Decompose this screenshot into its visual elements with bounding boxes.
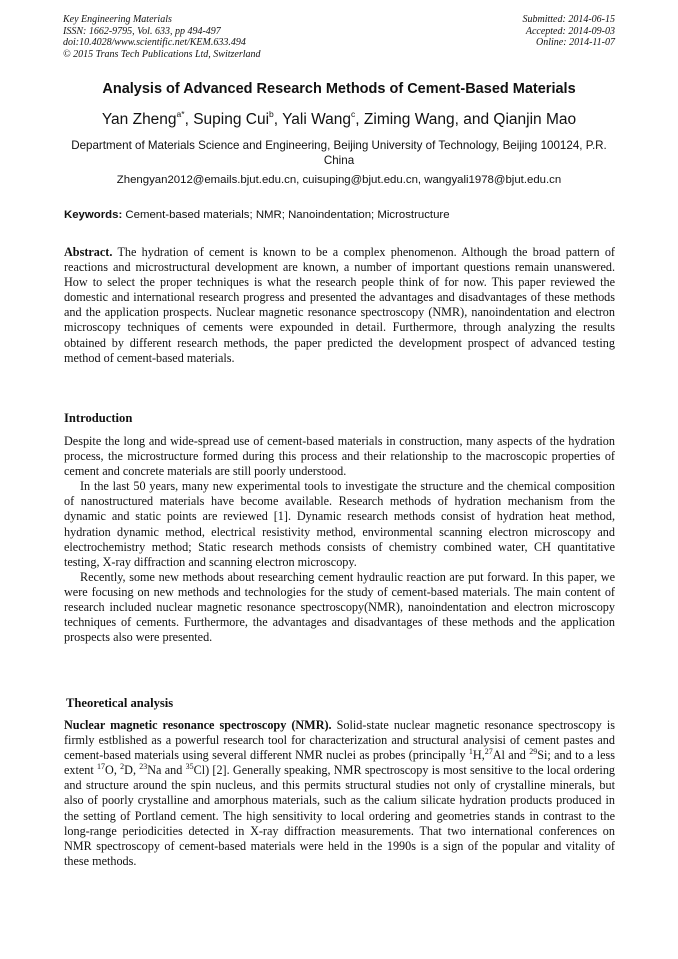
abstract	[64, 245, 615, 366]
abstract-label: Abstract.	[64, 245, 113, 259]
abstract-text: The hydration of cement is known to be a complex phenomenon. Although the broad pattern of reactions and microstructural development are known, a number of important questions remain unanswered. How to select the proper techniques is what the research people think of for now. This paper reviewed the domestic and international research progress and presented the advantages and disadvantages of these methods and the application prospects. Nuclear magnetic resonance spectroscopy (NMR), nanoindentation and electron microscopy techniques of cements were expounded in detail. Furthermore, through analyzing the results obtained by different research methods, the paper predicted the development prospect of advanced testing method of cement-based materials.	[64, 245, 615, 365]
isotope-mass-o: 17	[97, 762, 106, 772]
journal-issn: ISSN: 1662-9795, Vol. 633, pp 494-497	[63, 25, 221, 37]
isotope-mass-si: 29	[529, 747, 538, 757]
author-2: , Suping Cui	[184, 111, 270, 128]
date-submitted: Submitted: 2014-06-15	[522, 14, 615, 25]
paper-title: Analysis of Advanced Research Methods of Cement-Based Materials	[102, 81, 576, 97]
nmr-paragraph	[64, 718, 615, 869]
author-1-mark: a*	[176, 109, 185, 119]
nmr-label: Nuclear magnetic resonance spectroscopy (NMR).	[64, 718, 332, 732]
nmr-text-2: H,	[472, 748, 485, 763]
submission-dates	[523, 14, 616, 49]
keywords	[64, 209, 616, 221]
isotope-mass-na: 23	[139, 762, 148, 772]
journal-info	[63, 14, 261, 60]
author-list	[0, 111, 678, 129]
intro-paragraph-1: Despite the long and wide-spread use of cement-based materials in construction, many aspects of the hydration process, the microstructure formed during this process and their relationship to the macroscopic properties of cement and concrete materials are still poorly understood.	[64, 434, 615, 479]
journal-doi: doi:10.4028/www.scientific.net/KEM.633.494	[63, 37, 246, 48]
nmr-text-7: Na and	[147, 763, 186, 778]
affiliation: Department of Materials Science and Engineering, Beijing University of Technology, Beijing 100124, P.R. China	[71, 139, 607, 167]
author-rest: , Ziming Wang, and Qianjin Mao	[355, 111, 577, 128]
keywords-text: Cement-based materials; NMR; Nanoindentation; Microstructure	[122, 209, 450, 221]
theoretical-analysis-heading: Theoretical analysis	[66, 696, 174, 710]
nmr-text-3: Al and	[492, 748, 530, 763]
introduction-heading: Introduction	[64, 411, 133, 425]
nmr-text-5: O,	[105, 763, 121, 778]
author-3-mark: c	[351, 109, 356, 119]
author-emails: Zhengyan2012@emails.bjut.edu.cn, cuisuping@bjut.edu.cn, wangyali1978@bjut.edu.cn	[116, 174, 562, 186]
nmr-text-4: Si; and to a less extent	[64, 748, 615, 778]
date-accepted: Accepted: 2014-09-03	[525, 25, 615, 37]
isotope-mass-h: 1	[468, 747, 473, 757]
introduction-section	[64, 434, 615, 645]
journal-name: Key Engineering Materials	[63, 14, 172, 25]
abstract-paragraph	[64, 245, 615, 366]
journal-header	[63, 14, 615, 66]
nmr-text-6: D,	[124, 763, 140, 778]
isotope-mass-al: 27	[484, 747, 493, 757]
intro-paragraph-2: In the last 50 years, many new experimental tools to investigate the structure and the chemical composition of nanostructured materials have become available. Research methods of hydration mechanism from the dynamic and static points are reviewed [1]. Dynamic research methods consist of hydration heat method, hydration dynamic method, electrical resistivity method, environmental scanning electron microscopy and electrochemistry method; Static research methods consists of chemistry combined water, CH quantitative testing, X-ray diffraction and scanning electron microscopy.	[64, 479, 615, 569]
keywords-label: Keywords:	[64, 209, 123, 221]
isotope-mass-d: 2	[120, 762, 125, 772]
nmr-text-1: Solid-state nuclear magnetic resonance spectroscopy is firmly estblished as a powerful research tool for characterization and structural analysisi of cement pastes and cement-based materials using several different NMR nuclei as probes (principally	[64, 718, 616, 763]
date-online: Online: 2014-11-07	[536, 37, 615, 48]
author-1: Yan Zheng	[101, 111, 177, 128]
author-2-mark: b	[269, 109, 274, 119]
nmr-section	[64, 718, 615, 869]
author-3: , Yali Wang	[273, 111, 352, 128]
isotope-mass-cl: 35	[185, 762, 194, 772]
intro-paragraph-3: Recently, some new methods about researching cement hydraulic reaction are put forward. In this paper, we were focusing on new methods and technologies for the study of cement-based materials. The main content of research included nuclear magnetic resonance spectroscopy(NMR), nanoindentation and electron microscopy techniques of cements. Furthermore, the advantages and disadvantages of these methods and the application prospects also were presented.	[64, 569, 615, 645]
nmr-text-8: Cl) [2]. Generally speaking, NMR spectroscopy is most sensitive to the local ordering and structure around the spin nucleus, and this permits structural studies not only of crystalline minerals, but also of poorly crystalline and amorphous materials, such as the calium silicate hydration products produced in the setting of Portland cement. The high sensitivity to local ordering and geometries stands in contrast to the long-range periodicities detected in X-ray diffraction measurements. That two international conferences on NMR spectroscopy of cement-based materials were held in the 1990s is a sign of the popular and vitality of these methods.	[64, 763, 616, 868]
journal-copyright: © 2015 Trans Tech Publications Ltd, Switzerland	[63, 48, 261, 60]
